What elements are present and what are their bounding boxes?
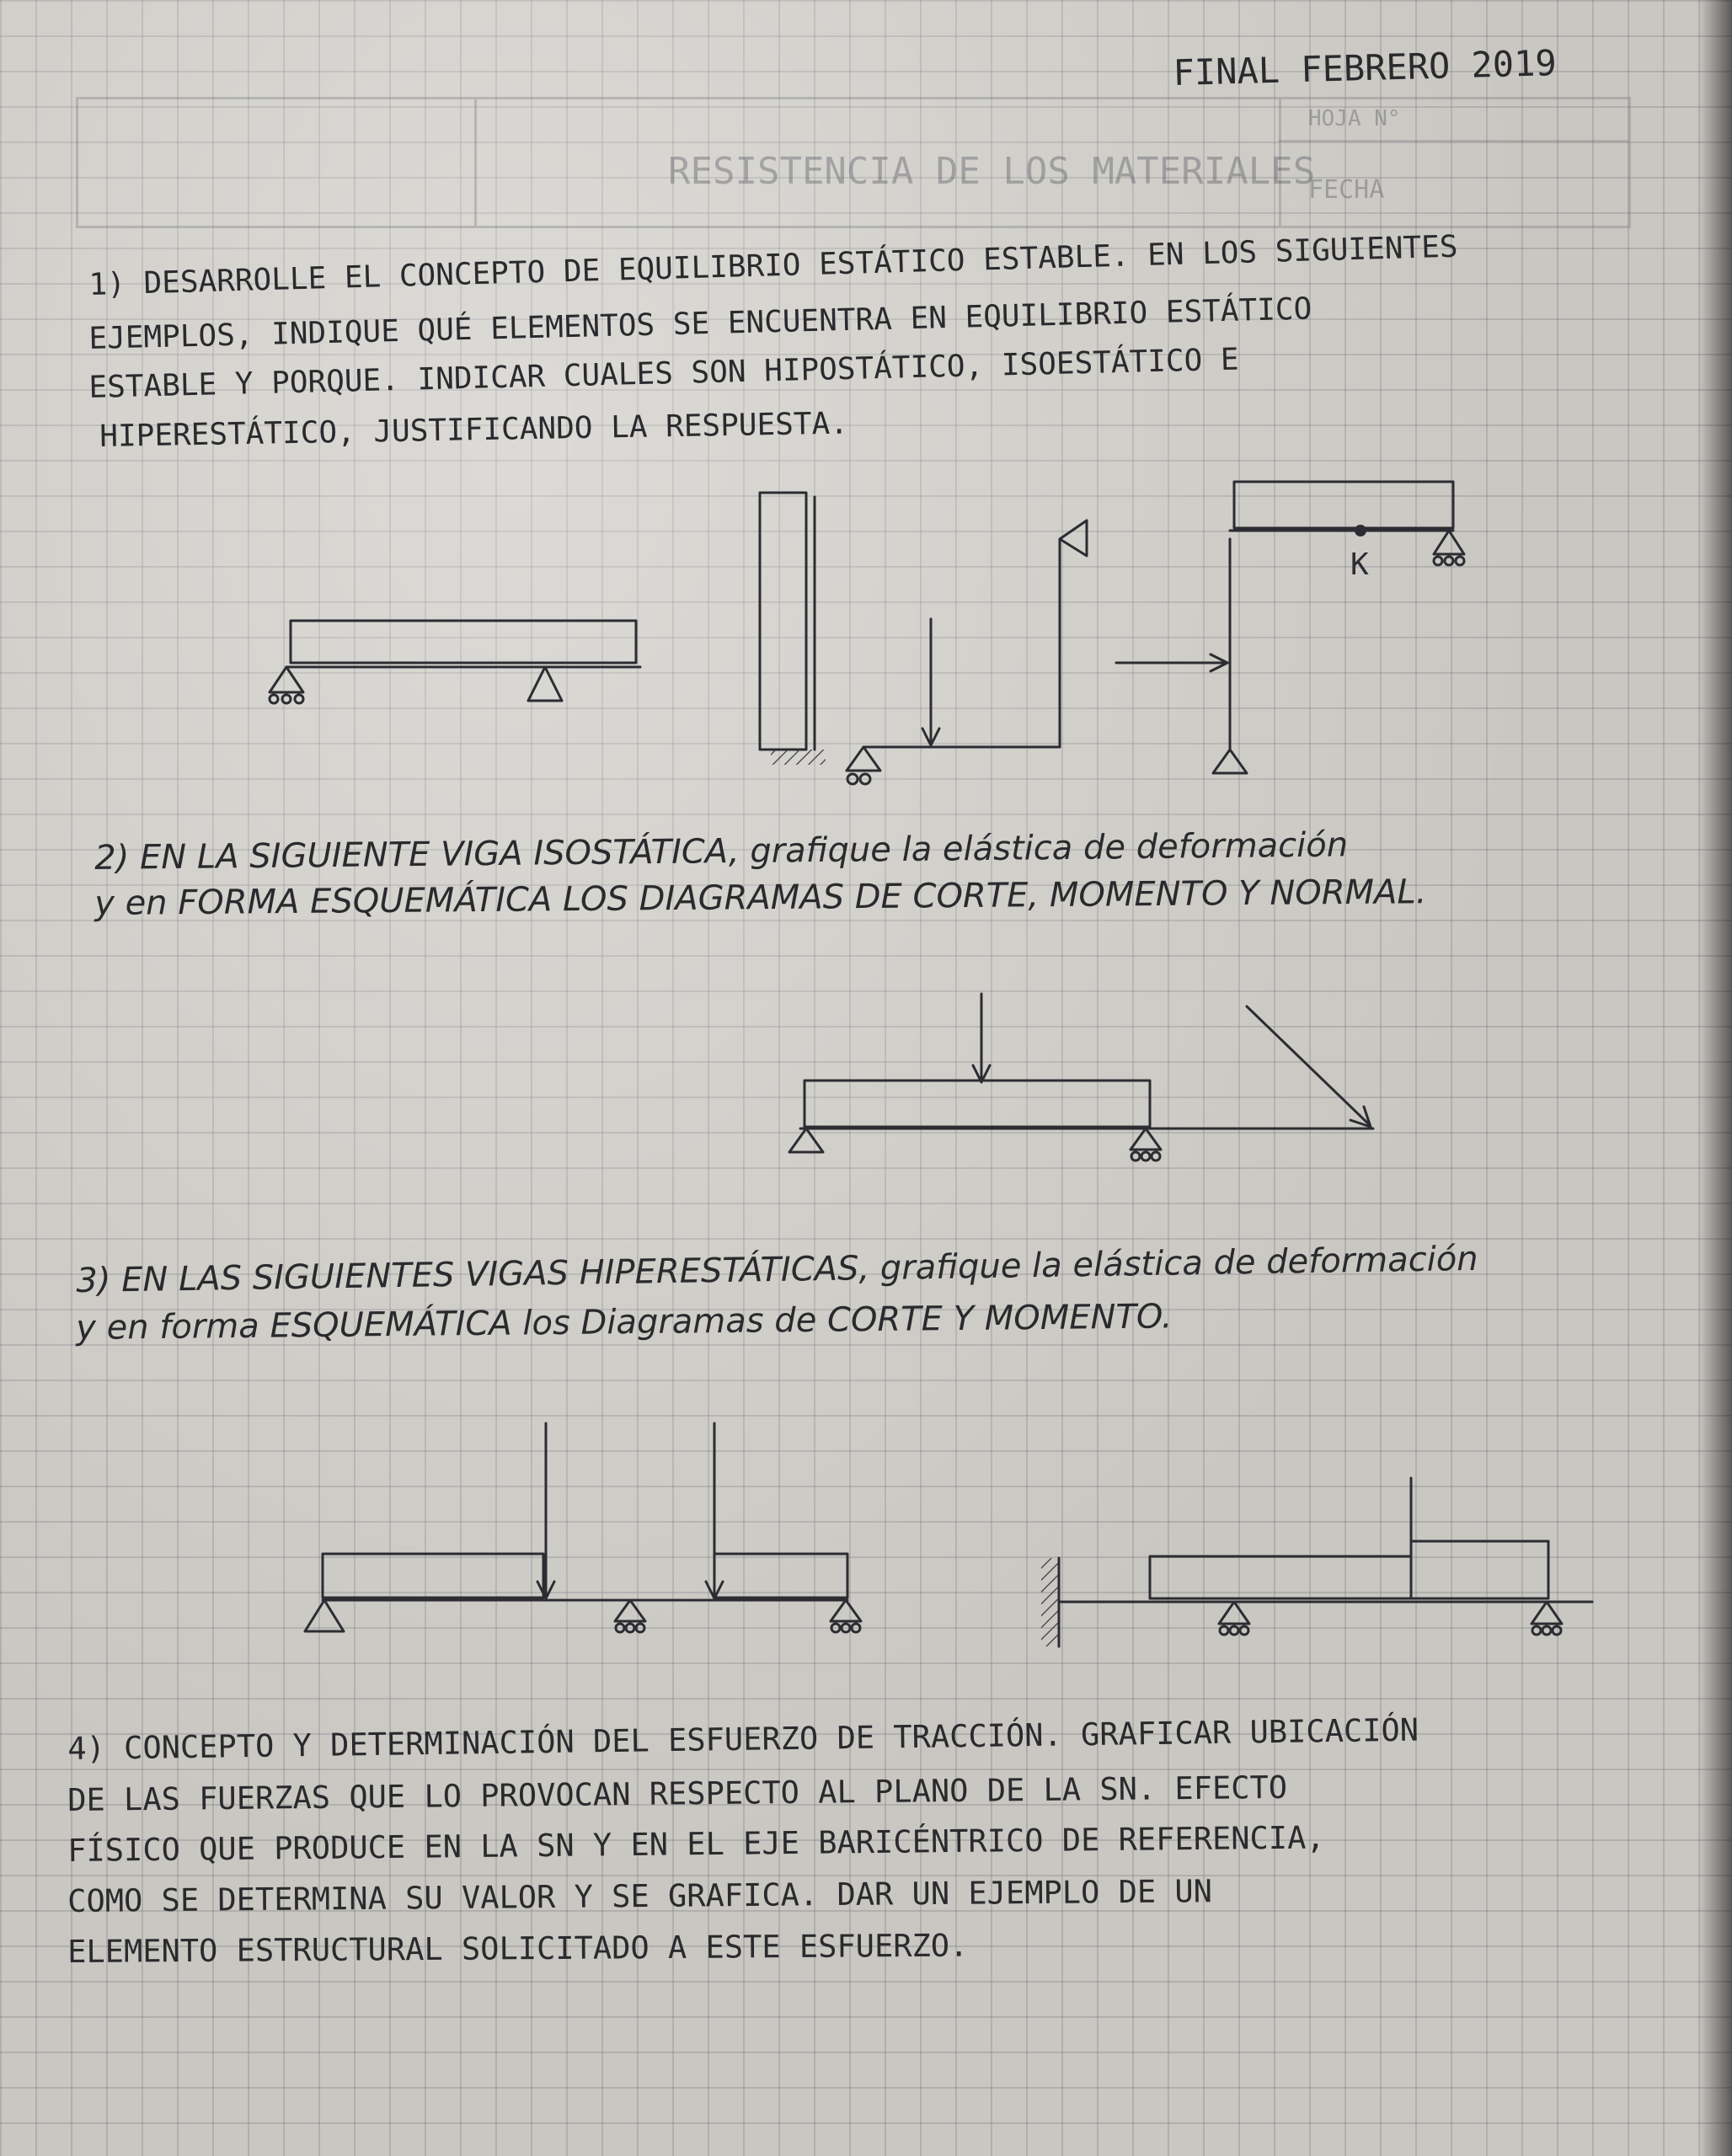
question-1-line-1: 1) DESARROLLE EL CONCEPTO DE EQUILIBRIO ESTÁTICO ESTABLE. EN LOS SIGUIENTES xyxy=(88,229,1459,302)
q1-column-and-frame xyxy=(760,493,1087,784)
roller-support-icon xyxy=(1131,1129,1161,1150)
roller-support-icon xyxy=(1434,531,1464,554)
faint-right-top-text: HOJA N° xyxy=(1308,106,1401,131)
page-title: FINAL FEBRERO 2019 xyxy=(1173,42,1558,93)
q1-frame-with-hinge xyxy=(1116,482,1464,773)
question-1-line-4: HIPERESTÁTICO, JUSTIFICANDO LA RESPUESTA. xyxy=(99,406,849,454)
q1-beam-simply-supported xyxy=(270,621,640,703)
question-4-line-1: 4) CONCEPTO Y DETERMINACIÓN DEL ESFUERZO DE TRACCIÓN. GRAFICAR UBICACIÓN xyxy=(67,1711,1419,1767)
distributed-load-block xyxy=(291,621,636,663)
question-3-line-2: y en forma ESQUEMÁTICA los Diagramas de CORTE Y MOMENTO. xyxy=(76,1297,1173,1348)
distributed-load-block-right xyxy=(1411,1541,1548,1598)
frame-load-block xyxy=(1234,482,1453,528)
pin-support-icon xyxy=(305,1600,344,1631)
pin-support-icon xyxy=(1213,750,1247,773)
question-4-line-5: ELEMENTO ESTRUCTURAL SOLICITADO A ESTE ESFUERZO. xyxy=(67,1927,969,1970)
fixed-support-icon xyxy=(771,750,826,765)
roller-support-icon xyxy=(1532,1602,1562,1624)
question-1-line-3: ESTABLE Y PORQUE. INDICAR CUALES SON HIPOSTÁTICO, ISOESTÁTICO E xyxy=(88,342,1240,405)
q2-isostatic-beam xyxy=(789,994,1373,1161)
roller-support-icon xyxy=(847,747,880,771)
question-4-line-2: DE LAS FUERZAS QUE LO PROVOCAN RESPECTO AL PLANO DE LA SN. EFECTO xyxy=(67,1769,1288,1818)
faint-right-bottom-text: FECHA xyxy=(1308,175,1385,205)
hinge-k-icon xyxy=(1355,525,1366,536)
question-2-line-2: y en FORMA ESQUEMÁTICA LOS DIAGRAMAS DE CORTE, MOMENTO Y NORMAL. xyxy=(94,873,1427,923)
roller-support-icon xyxy=(615,1600,645,1621)
column-load-block xyxy=(760,493,806,750)
hinge-label: K xyxy=(1350,547,1369,582)
page-edge-shadow xyxy=(1698,0,1732,2156)
distributed-load-block xyxy=(805,1081,1150,1127)
pin-support-icon xyxy=(528,667,562,701)
question-4-line-3: FÍSICO QUE PRODUCE EN LA SN Y EN EL EJE BARICÉNTRICO DE REFERENCIA, xyxy=(67,1819,1325,1869)
distributed-load-block-left xyxy=(1150,1556,1411,1598)
distributed-load-block-right xyxy=(714,1554,847,1598)
faint-center-text: RESISTENCIA DE LOS MATERIALES xyxy=(668,150,1316,193)
q3-continuous-beam xyxy=(305,1423,861,1632)
inclined-load-arrow xyxy=(1247,1006,1369,1124)
fixed-support-icon xyxy=(1041,1558,1058,1646)
question-1-line-2: EJEMPLOS, INDIQUE QUÉ ELEMENTOS SE ENCUENTRA EN EQUILIBRIO ESTÁTICO xyxy=(88,291,1312,356)
pin-roller-support-icon xyxy=(270,667,303,692)
flag-icon xyxy=(1060,520,1087,556)
pin-support-icon xyxy=(789,1129,823,1152)
question-4-line-4: COMO SE DETERMINA SU VALOR Y SE GRAFICA. DAR UN EJEMPLO DE UN xyxy=(67,1873,1213,1919)
q3-fixed-end-beam xyxy=(1041,1478,1592,1646)
roller-support-icon xyxy=(831,1600,861,1621)
question-3-line-1: 3) EN LAS SIGUIENTES VIGAS HIPERESTÁTICAS, grafique la elástica de deformación xyxy=(76,1239,1478,1300)
distributed-load-block-left xyxy=(323,1554,543,1598)
roller-support-icon xyxy=(1219,1602,1249,1624)
question-2-line-1: 2) EN LA SIGUIENTE VIGA ISOSTÁTICA, grafique la elástica de deformación xyxy=(94,825,1349,878)
